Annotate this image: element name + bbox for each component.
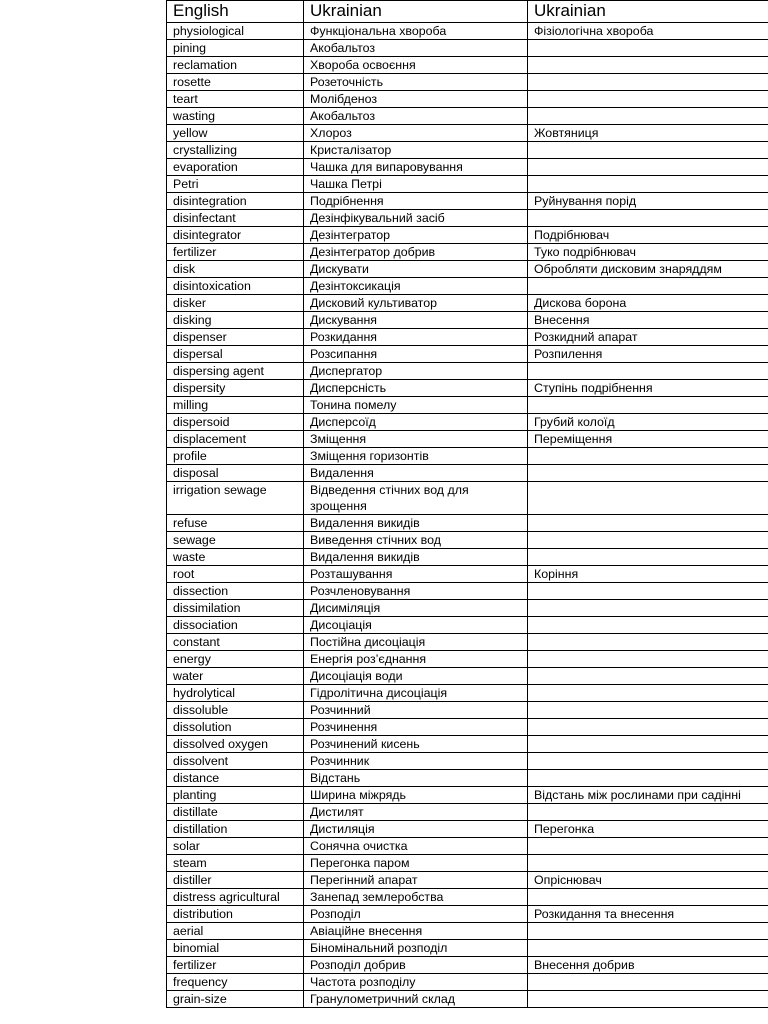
ukrainian-alt-term-cell	[528, 923, 768, 940]
english-term-cell: water	[167, 668, 304, 685]
english-term-cell: irrigation sewage	[167, 482, 304, 515]
ukrainian-alt-term-cell: Внесення	[528, 312, 768, 329]
ukrainian-alt-term-cell	[528, 583, 768, 600]
ukrainian-term-cell: Тонина помелу	[304, 397, 528, 414]
ukrainian-alt-term-cell: Розпилення	[528, 346, 768, 363]
ukrainian-term-cell: Енергія роз’єднання	[304, 651, 528, 668]
ukrainian-term-cell: Розподіл	[304, 906, 528, 923]
ukrainian-term-cell: Видалення викидів	[304, 515, 528, 532]
english-term-cell: profile	[167, 448, 304, 465]
english-term-cell: solar	[167, 838, 304, 855]
table-row	[167, 702, 768, 719]
english-term-cell: Petri	[167, 176, 304, 193]
ukrainian-alt-term-cell: Ступінь подрібнення	[528, 380, 768, 397]
english-term-cell: crystallizing	[167, 142, 304, 159]
ukrainian-term-cell: Розкидання	[304, 329, 528, 346]
ukrainian-term-cell: Відведення стічних вод для зрощення	[304, 482, 528, 515]
english-term-cell: disposal	[167, 465, 304, 482]
ukrainian-alt-term-cell	[528, 736, 768, 753]
ukrainian-term-cell: Акобальтоз	[304, 108, 528, 125]
ukrainian-term-cell: Зміщення	[304, 431, 528, 448]
table-row	[167, 991, 768, 1008]
ukrainian-alt-term-cell	[528, 210, 768, 227]
ukrainian-term-cell: Розташування	[304, 566, 528, 583]
ukrainian-alt-term-cell: Фізіологічна хвороба	[528, 23, 768, 40]
ukrainian-alt-term-cell: Розкидний апарат	[528, 329, 768, 346]
english-term-cell: rosette	[167, 74, 304, 91]
ukrainian-alt-term-cell: Розкидання та внесення	[528, 906, 768, 923]
ukrainian-alt-term-cell	[528, 91, 768, 108]
ukrainian-term-cell: Функціональна хвороба	[304, 23, 528, 40]
english-term-cell: constant	[167, 634, 304, 651]
ukrainian-term-cell: Кристалізатор	[304, 142, 528, 159]
ukrainian-term-cell: Частота розподілу	[304, 974, 528, 991]
ukrainian-alt-term-cell	[528, 634, 768, 651]
table-row	[167, 40, 768, 57]
ukrainian-alt-term-cell	[528, 159, 768, 176]
table-row	[167, 974, 768, 991]
ukrainian-alt-term-cell: Обробляти дисковим знаряддям	[528, 261, 768, 278]
table-row	[167, 736, 768, 753]
ukrainian-alt-term-cell: Руйнування порід	[528, 193, 768, 210]
ukrainian-term-cell: Розчленовування	[304, 583, 528, 600]
glossary-table	[166, 0, 768, 1008]
ukrainian-term-cell: Молібденоз	[304, 91, 528, 108]
english-term-cell: sewage	[167, 532, 304, 549]
ukrainian-term-cell: Хвороба освоєння	[304, 57, 528, 74]
english-term-cell: disintegrator	[167, 227, 304, 244]
english-term-cell: evaporation	[167, 159, 304, 176]
ukrainian-alt-term-cell: Коріння	[528, 566, 768, 583]
ukrainian-alt-term-cell: Туко подрібнювач	[528, 244, 768, 261]
english-term-cell: planting	[167, 787, 304, 804]
ukrainian-alt-term-cell	[528, 278, 768, 295]
table-row	[167, 685, 768, 702]
header-row	[167, 1, 768, 23]
table-row	[167, 515, 768, 532]
table-row	[167, 431, 768, 448]
ukrainian-alt-term-cell: Внесення добрив	[528, 957, 768, 974]
table-row	[167, 210, 768, 227]
english-term-cell: reclamation	[167, 57, 304, 74]
english-term-cell: aerial	[167, 923, 304, 940]
ukrainian-alt-term-cell	[528, 108, 768, 125]
ukrainian-term-cell: Гранулометричний склад	[304, 991, 528, 1008]
ukrainian-alt-term-cell	[528, 448, 768, 465]
ukrainian-alt-term-cell	[528, 600, 768, 617]
english-term-cell: hydrolytical	[167, 685, 304, 702]
ukrainian-term-cell: Біномінальний розподіл	[304, 940, 528, 957]
table-row	[167, 465, 768, 482]
table-row	[167, 227, 768, 244]
ukrainian-term-cell: Перегонка паром	[304, 855, 528, 872]
table-row	[167, 957, 768, 974]
table-row	[167, 923, 768, 940]
ukrainian-alt-term-cell	[528, 855, 768, 872]
table-row	[167, 532, 768, 549]
ukrainian-alt-term-cell	[528, 651, 768, 668]
ukrainian-alt-term-cell	[528, 753, 768, 770]
ukrainian-term-cell: Дистилят	[304, 804, 528, 821]
english-term-cell: disker	[167, 295, 304, 312]
table-row	[167, 549, 768, 566]
ukrainian-term-cell: Диспергатор	[304, 363, 528, 380]
english-term-cell: disinfectant	[167, 210, 304, 227]
ukrainian-term-cell: Дистиляція	[304, 821, 528, 838]
table-row	[167, 906, 768, 923]
ukrainian-term-cell: Розсипання	[304, 346, 528, 363]
table-row	[167, 414, 768, 431]
ukrainian-alt-term-cell: Грубий колоїд	[528, 414, 768, 431]
ukrainian-term-cell: Відстань	[304, 770, 528, 787]
english-term-cell: disk	[167, 261, 304, 278]
ukrainian-term-cell: Видалення викидів	[304, 549, 528, 566]
ukrainian-term-cell: Розчинний	[304, 702, 528, 719]
table-row	[167, 278, 768, 295]
table-row	[167, 600, 768, 617]
ukrainian-alt-term-cell	[528, 702, 768, 719]
ukrainian-term-cell: Чашка для випаровування	[304, 159, 528, 176]
english-term-cell: steam	[167, 855, 304, 872]
ukrainian-term-cell: Розчинений кисень	[304, 736, 528, 753]
ukrainian-term-cell: Сонячна очистка	[304, 838, 528, 855]
ukrainian-term-cell: Дискування	[304, 312, 528, 329]
table-row	[167, 617, 768, 634]
english-term-cell: distillate	[167, 804, 304, 821]
ukrainian-term-cell: Розчинення	[304, 719, 528, 736]
ukrainian-term-cell: Подрібнення	[304, 193, 528, 210]
ukrainian-alt-term-cell	[528, 991, 768, 1008]
english-term-cell: physiological	[167, 23, 304, 40]
english-term-cell: fertilizer	[167, 957, 304, 974]
ukrainian-alt-term-cell	[528, 40, 768, 57]
table-row	[167, 57, 768, 74]
ukrainian-term-cell: Занепад землеробства	[304, 889, 528, 906]
english-term-cell: dispersoid	[167, 414, 304, 431]
english-term-cell: dispersing agent	[167, 363, 304, 380]
ukrainian-alt-term-cell	[528, 57, 768, 74]
table-row	[167, 787, 768, 804]
table-row	[167, 482, 768, 515]
english-term-cell: dispersity	[167, 380, 304, 397]
table-row	[167, 159, 768, 176]
table-row	[167, 91, 768, 108]
ukrainian-term-cell: Дисоціація	[304, 617, 528, 634]
column-header-english: English	[167, 1, 304, 23]
ukrainian-alt-term-cell	[528, 940, 768, 957]
english-term-cell: dissoluble	[167, 702, 304, 719]
english-term-cell: wasting	[167, 108, 304, 125]
table-row	[167, 651, 768, 668]
ukrainian-term-cell: Дискувати	[304, 261, 528, 278]
table-row	[167, 108, 768, 125]
ukrainian-term-cell: Дисковий культиватор	[304, 295, 528, 312]
ukrainian-term-cell: Постійна дисоціація	[304, 634, 528, 651]
table-row	[167, 295, 768, 312]
ukrainian-term-cell: Зміщення горизонтів	[304, 448, 528, 465]
ukrainian-term-cell: Акобальтоз	[304, 40, 528, 57]
english-term-cell: distillation	[167, 821, 304, 838]
english-term-cell: milling	[167, 397, 304, 414]
table-row	[167, 872, 768, 889]
ukrainian-alt-term-cell: Відстань між рослинами при садінні	[528, 787, 768, 804]
ukrainian-alt-term-cell	[528, 515, 768, 532]
ukrainian-term-cell: Розеточність	[304, 74, 528, 91]
english-term-cell: distress agricultural	[167, 889, 304, 906]
ukrainian-alt-term-cell	[528, 465, 768, 482]
english-term-cell: dissection	[167, 583, 304, 600]
ukrainian-alt-term-cell	[528, 838, 768, 855]
table-row	[167, 770, 768, 787]
english-term-cell: distribution	[167, 906, 304, 923]
ukrainian-term-cell: Дисперсність	[304, 380, 528, 397]
ukrainian-term-cell: Дисперсоїд	[304, 414, 528, 431]
ukrainian-alt-term-cell: Переміщення	[528, 431, 768, 448]
ukrainian-alt-term-cell	[528, 532, 768, 549]
ukrainian-term-cell: Дисоціація води	[304, 668, 528, 685]
ukrainian-term-cell: Хлороз	[304, 125, 528, 142]
table-row	[167, 261, 768, 278]
english-term-cell: dissolvent	[167, 753, 304, 770]
ukrainian-alt-term-cell	[528, 176, 768, 193]
table-row	[167, 23, 768, 40]
ukrainian-term-cell: Дезінтегратор добрив	[304, 244, 528, 261]
ukrainian-alt-term-cell	[528, 889, 768, 906]
english-term-cell: yellow	[167, 125, 304, 142]
table-row	[167, 634, 768, 651]
english-term-cell: binomial	[167, 940, 304, 957]
english-term-cell: teart	[167, 91, 304, 108]
ukrainian-alt-term-cell	[528, 804, 768, 821]
english-term-cell: distiller	[167, 872, 304, 889]
ukrainian-alt-term-cell	[528, 142, 768, 159]
table-row	[167, 380, 768, 397]
english-term-cell: distance	[167, 770, 304, 787]
ukrainian-alt-term-cell	[528, 549, 768, 566]
ukrainian-alt-term-cell	[528, 770, 768, 787]
ukrainian-alt-term-cell	[528, 397, 768, 414]
english-term-cell: dissolution	[167, 719, 304, 736]
column-header-ukrainian-alt: Ukrainian	[528, 1, 768, 23]
ukrainian-alt-term-cell: Жовтяниця	[528, 125, 768, 142]
ukrainian-alt-term-cell: Дискова борона	[528, 295, 768, 312]
english-term-cell: root	[167, 566, 304, 583]
ukrainian-term-cell: Чашка Петрі	[304, 176, 528, 193]
english-term-cell: grain-size	[167, 991, 304, 1008]
english-term-cell: energy	[167, 651, 304, 668]
ukrainian-alt-term-cell: Перегонка	[528, 821, 768, 838]
ukrainian-term-cell: Дезінфікувальний засіб	[304, 210, 528, 227]
english-term-cell: displacement	[167, 431, 304, 448]
table-row	[167, 821, 768, 838]
english-term-cell: dispersal	[167, 346, 304, 363]
ukrainian-term-cell: Перегінний апарат	[304, 872, 528, 889]
english-term-cell: refuse	[167, 515, 304, 532]
ukrainian-term-cell: Авіаційне внесення	[304, 923, 528, 940]
table-row	[167, 74, 768, 91]
table-row	[167, 804, 768, 821]
ukrainian-alt-term-cell: Опріснювач	[528, 872, 768, 889]
ukrainian-alt-term-cell	[528, 719, 768, 736]
table-row	[167, 312, 768, 329]
table-row	[167, 397, 768, 414]
ukrainian-alt-term-cell	[528, 617, 768, 634]
ukrainian-term-cell: Розчинник	[304, 753, 528, 770]
table-row	[167, 889, 768, 906]
english-term-cell: disking	[167, 312, 304, 329]
table-row	[167, 346, 768, 363]
table-row	[167, 329, 768, 346]
ukrainian-alt-term-cell	[528, 482, 768, 515]
table-row	[167, 940, 768, 957]
table-row	[167, 753, 768, 770]
english-term-cell: waste	[167, 549, 304, 566]
english-term-cell: dispenser	[167, 329, 304, 346]
table-row	[167, 448, 768, 465]
table-row	[167, 719, 768, 736]
column-header-ukrainian: Ukrainian	[304, 1, 528, 23]
table-row	[167, 142, 768, 159]
ukrainian-term-cell: Розподіл добрив	[304, 957, 528, 974]
ukrainian-alt-term-cell: Подрібнювач	[528, 227, 768, 244]
english-term-cell: pining	[167, 40, 304, 57]
table-body	[167, 23, 768, 1008]
ukrainian-term-cell: Гідролітична дисоціація	[304, 685, 528, 702]
table-row	[167, 244, 768, 261]
table-row	[167, 125, 768, 142]
table-row	[167, 566, 768, 583]
ukrainian-term-cell: Дезінтоксикація	[304, 278, 528, 295]
table-row	[167, 583, 768, 600]
ukrainian-term-cell: Ширина міжрядь	[304, 787, 528, 804]
english-term-cell: dissolved oxygen	[167, 736, 304, 753]
ukrainian-term-cell: Дезінтегратор	[304, 227, 528, 244]
ukrainian-alt-term-cell	[528, 668, 768, 685]
ukrainian-alt-term-cell	[528, 363, 768, 380]
ukrainian-term-cell: Дисиміляція	[304, 600, 528, 617]
english-term-cell: fertilizer	[167, 244, 304, 261]
english-term-cell: disintegration	[167, 193, 304, 210]
table-row	[167, 176, 768, 193]
ukrainian-alt-term-cell	[528, 74, 768, 91]
english-term-cell: dissimilation	[167, 600, 304, 617]
table-row	[167, 668, 768, 685]
ukrainian-alt-term-cell	[528, 974, 768, 991]
table-row	[167, 855, 768, 872]
ukrainian-alt-term-cell	[528, 685, 768, 702]
table-row	[167, 193, 768, 210]
table-row	[167, 363, 768, 380]
ukrainian-term-cell: Видалення	[304, 465, 528, 482]
table-row	[167, 838, 768, 855]
english-term-cell: dissociation	[167, 617, 304, 634]
ukrainian-term-cell: Виведення стічних вод	[304, 532, 528, 549]
english-term-cell: disintoxication	[167, 278, 304, 295]
english-term-cell: frequency	[167, 974, 304, 991]
